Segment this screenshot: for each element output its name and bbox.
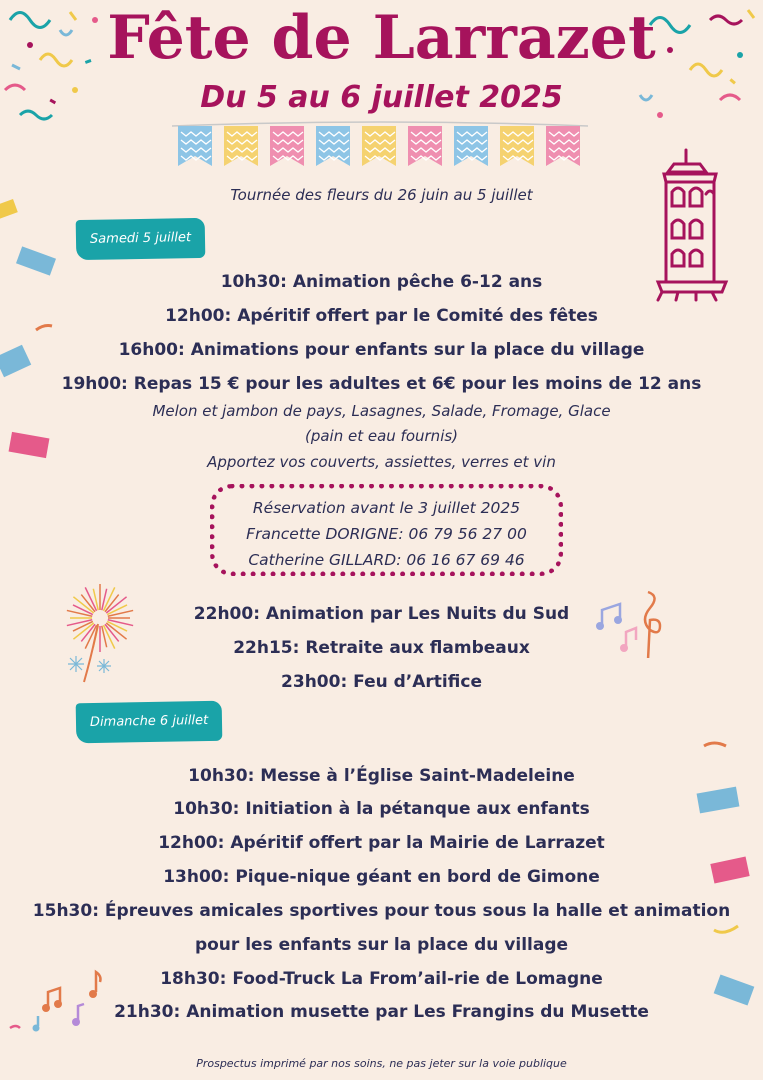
sunday-badge: Dimanche 6 juillet bbox=[76, 701, 223, 744]
bring-your-own-note: Apportez vos couverts, assiettes, verres et vin bbox=[207, 453, 556, 471]
evening-item: 22h00: Animation par Les Nuits du Sud bbox=[193, 604, 570, 624]
schedule-item: 12h00: Apéritif offert par le Comité des fêtes bbox=[165, 306, 598, 326]
sunday-item: 10h30: Initiation à la pétanque aux enfants bbox=[173, 799, 590, 819]
tournee-des-fleurs: Tournée des fleurs du 26 juin au 5 juillet bbox=[230, 186, 533, 204]
menu-line: (pain et eau fournis) bbox=[304, 427, 459, 445]
event-dates: Du 5 au 6 juillet 2025 bbox=[200, 80, 563, 115]
sunday-item: 13h00: Pique-nique géant en bord de Gimone bbox=[163, 867, 600, 887]
sunday-item-continued: pour les enfants sur la place du village bbox=[194, 935, 569, 955]
schedule-item: 10h30: Animation pêche 6-12 ans bbox=[220, 272, 543, 292]
evening-item: 23h00: Feu d’Artifice bbox=[281, 672, 482, 692]
footer-note: Prospectus imprimé par nos soins, ne pas jeter sur la voie publique bbox=[196, 1057, 567, 1070]
reservation-deadline: Réservation avant le 3 juillet 2025 bbox=[252, 499, 521, 517]
page-title: Fête de Larrazet bbox=[107, 3, 656, 73]
menu-line: Melon et jambon de pays, Lasagnes, Salade, Fromage, Glace bbox=[152, 402, 611, 420]
evening-item: 22h15: Retraite aux flambeaux bbox=[233, 638, 530, 658]
reservation-contact: Francette DORIGNE: 06 79 56 27 00 bbox=[246, 525, 527, 543]
sunday-item: 15h30: Épreuves amicales sportives pour tous sous la halle et animation bbox=[32, 901, 731, 921]
sunday-item: 10h30: Messe à l’Église Saint-Madeleine bbox=[188, 766, 575, 786]
sunday-item: 12h00: Apéritif offert par la Mairie de Larrazet bbox=[158, 833, 605, 853]
schedule-item: 19h00: Repas 15 € pour les adultes et 6€ pour les moins de 12 ans bbox=[61, 374, 702, 394]
music-notes-left-icon bbox=[8, 966, 108, 1036]
sunday-item: 18h30: Food-Truck La From’ail-rie de Lomagne bbox=[160, 969, 603, 989]
reservation-box bbox=[210, 484, 563, 576]
saturday-badge: Samedi 5 juillet bbox=[76, 218, 206, 260]
reservation-contact: Catherine GILLARD: 06 16 67 69 46 bbox=[248, 551, 525, 569]
schedule-item: 16h00: Animations pour enfants sur la place du village bbox=[118, 340, 645, 360]
sunday-item: 21h30: Animation musette par Les Frangins du Musette bbox=[114, 1002, 649, 1022]
bunting-icon bbox=[170, 118, 590, 180]
